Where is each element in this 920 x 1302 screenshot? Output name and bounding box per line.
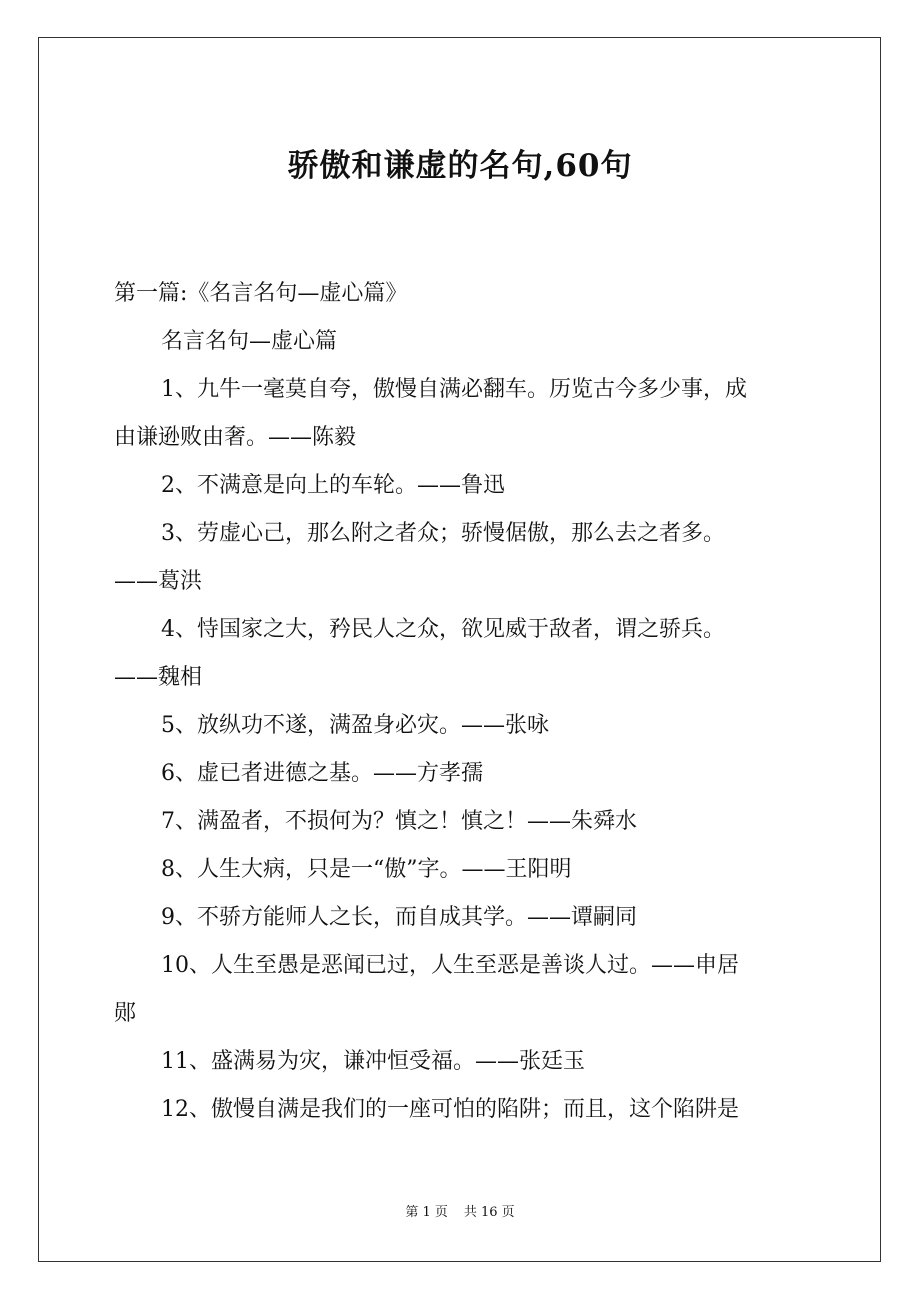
quote-line: 6、虚已者进德之基。——方孝孺 xyxy=(161,761,483,786)
quote-line: ——葛洪 xyxy=(114,569,203,594)
quote-line: 10、人生至愚是恶闻已过，人生至恶是善谈人过。——申居 xyxy=(161,953,739,978)
quote-line: 1、九牛一毫莫自夸，傲慢自满必翻车。历览古今多少事，成 xyxy=(161,377,747,402)
quote-line: 3、劳虚心己，那么附之者众；骄慢倨傲，那么去之者多。 xyxy=(161,521,725,546)
section-heading: 第一篇:《名言名句—虚心篇》 xyxy=(114,281,408,306)
quote-line: 5、放纵功不遂，满盈身必灾。——张咏 xyxy=(161,713,549,738)
quote-line: 郧 xyxy=(114,1001,137,1026)
quote-line: 8、人生大病，只是一“傲”字。——王阳明 xyxy=(161,857,572,882)
subheading: 名言名句—虚心篇 xyxy=(161,329,338,354)
document-body xyxy=(114,270,814,1134)
quote-line: 4、恃国家之大，矜民人之众，欲见威于敌者，谓之骄兵。 xyxy=(161,617,725,642)
quote-line: 7、满盈者，不损何为？慎之！慎之！——朱舜水 xyxy=(161,809,637,834)
quote-line: 9、不骄方能师人之长，而自成其学。——谭嗣同 xyxy=(161,905,637,930)
quote-line: ——魏相 xyxy=(114,665,203,690)
page-footer xyxy=(0,1203,920,1223)
quote-line: 11、盛满易为灾，谦冲恒受福。——张廷玉 xyxy=(161,1049,585,1074)
quote-line: 由谦逊败由奢。——陈毅 xyxy=(114,425,357,450)
quote-line: 2、不满意是向上的车轮。——鲁迅 xyxy=(161,473,505,498)
document-title: 骄傲和谦虚的名句,60句 xyxy=(287,148,633,184)
page-number: 第 1 页 xyxy=(405,1205,448,1220)
page-total: 共 16 页 xyxy=(463,1205,515,1220)
quote-line: 12、傲慢自满是我们的一座可怕的陷阱；而且，这个陷阱是 xyxy=(161,1097,739,1122)
